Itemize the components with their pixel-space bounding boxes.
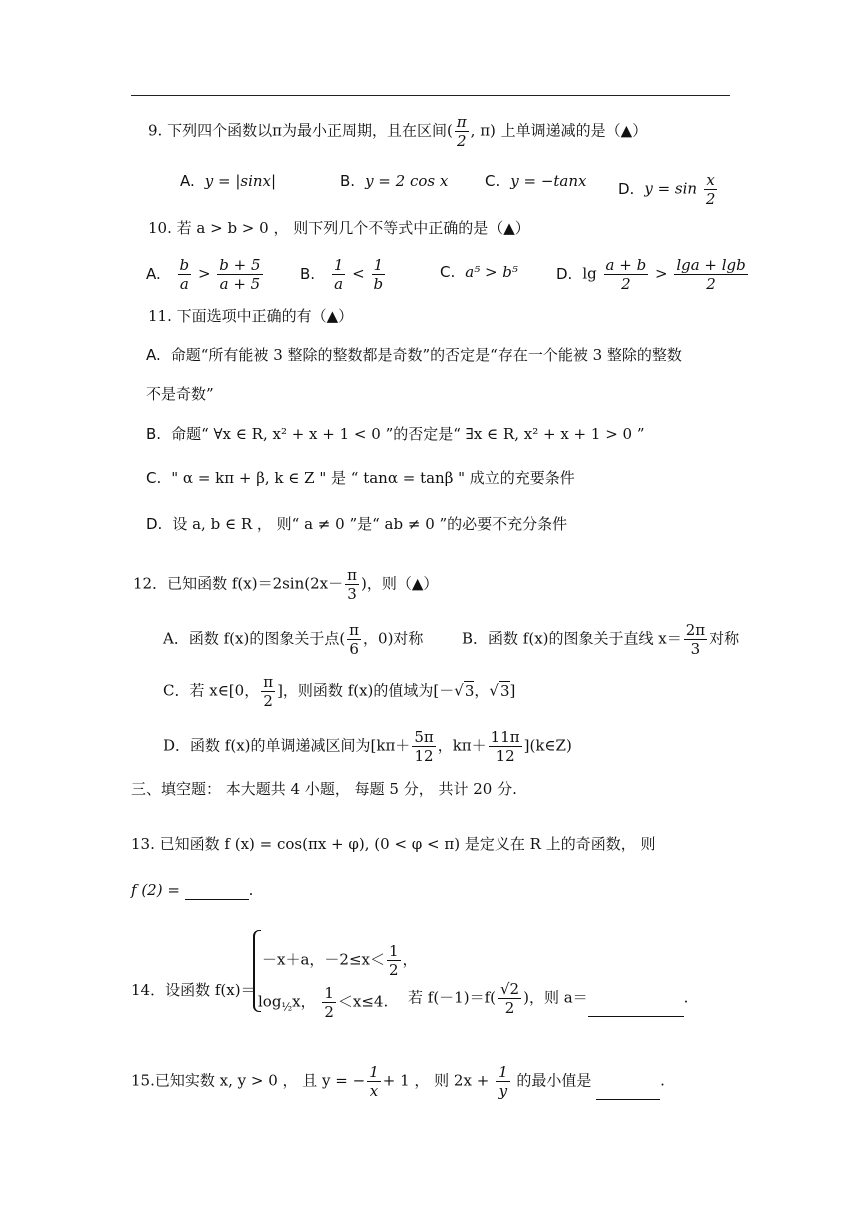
- q14-condition: 若 f(－1)＝f( $\frac{√2}{2}$ )，则 a＝ .: [408, 980, 689, 1017]
- q14-answer-blank[interactable]: [588, 1016, 684, 1017]
- q12-option-d: D．函数 f(x)的单调递减区间为[kπ＋ $\frac{5\pi}{12}$ ，kπ＋ $\frac{11\pi}{12}$ ](k∈Z): [163, 728, 572, 765]
- q11-option-d: D. 设 a, b ∈ R ， 则“ a ≠ 0 ”是“ ab ≠ 0 ”的必要不充分条件: [146, 515, 568, 533]
- q9-option-d: D. y = sin $\frac{x}{2}$: [618, 171, 716, 208]
- q10-option-b: B. $\frac{1}{a}$ < $\frac{1}{b}$: [300, 256, 384, 293]
- q10-option-a: A. $\frac{b}{a}$ > $\frac{b + 5}{a + 5}$: [146, 256, 261, 293]
- q9-option-c: C. y = −tanx: [485, 172, 587, 190]
- q13-line1: 13. 已知函数 f (x) = cos(πx + φ), (0 < φ < π) 是定义在 R 上的奇函数， 则: [131, 835, 656, 853]
- q13-line2: f (2) = .: [131, 881, 254, 899]
- q11-option-b: B. 命题“ ∀x ∈ R, x² + x + 1 < 0 ”的否定是“ ∃x ∈ R, x² + x + 1 > 0 ”: [146, 425, 645, 443]
- q9-option-a: A. y = |sinx|: [180, 172, 277, 190]
- header-rule: [131, 95, 730, 96]
- q15-line: 15.已知实数 x, y > 0 ， 且 y = − $\frac{1}{x}$ + 1 ， 则 2x + $\frac{1}{y}$ 的最小值是 .: [131, 1063, 665, 1100]
- q14-piece-2: $\log_{\frac{1}{2}}x$， $\frac{1}{2}$ ＜x≤4.: [258, 984, 389, 1021]
- q15-answer-blank[interactable]: [596, 1099, 660, 1100]
- q10-stem: 10. 若 a > b > 0 ， 则下列几个不等式中正确的是（▲）: [148, 219, 530, 237]
- q12-option-c: C．若 x∈[0， $\frac{\pi}{2}$ ]，则函数 f(x)的值域为[－√3，√3]: [163, 673, 516, 710]
- q12-option-b: B．函数 f(x)的图象关于直线 x＝ $\frac{2\pi}{3}$ 对称: [462, 621, 740, 658]
- q10-option-d: D. lg $\frac{a + b}{2}$ > $\frac{\lg a + \lg b}{2}$: [556, 256, 746, 293]
- q11-option-a: A. 命题“所有能被 3 整除的整数都是奇数”的否定是“存在一个能被 3 整除的整数: [146, 346, 682, 364]
- q13-answer-blank[interactable]: [185, 899, 249, 900]
- q14-piece-1: －x＋a，－2≤x＜ $\frac{1}{2}$ ，: [262, 942, 418, 979]
- q11-option-c: C. " α = kπ + β, k ∈ Z " 是 “ tanα = tanβ " 成立的充要条件: [146, 469, 575, 487]
- q11-stem: 11. 下面选项中正确的有（▲）: [148, 307, 354, 325]
- q12-stem: 12．已知函数 f(x)＝2sin(2x－ $\frac{\pi}{3}$ )，则（▲）: [133, 566, 439, 603]
- q10-option-c: C. a⁵ > b⁵: [440, 263, 518, 281]
- q11-option-a-cont: 不是奇数”: [146, 385, 214, 403]
- q12-option-a: A．函数 f(x)的图象关于点( $\frac{\pi}{6}$ ，0)对称: [163, 621, 424, 658]
- q14-lead: 14．设函数 f(x)＝: [131, 981, 256, 999]
- q9-option-b: B. y = 2 cos x: [340, 172, 449, 190]
- q9-stem: 9. 下列四个函数以π为最小正周期，且在区间( $\frac{\pi}{2}$ , π) 上单调递减的是（▲）: [148, 113, 648, 150]
- section-heading: 三、填空题： 本大题共 4 小题， 每题 5 分， 共计 20 分.: [131, 780, 517, 798]
